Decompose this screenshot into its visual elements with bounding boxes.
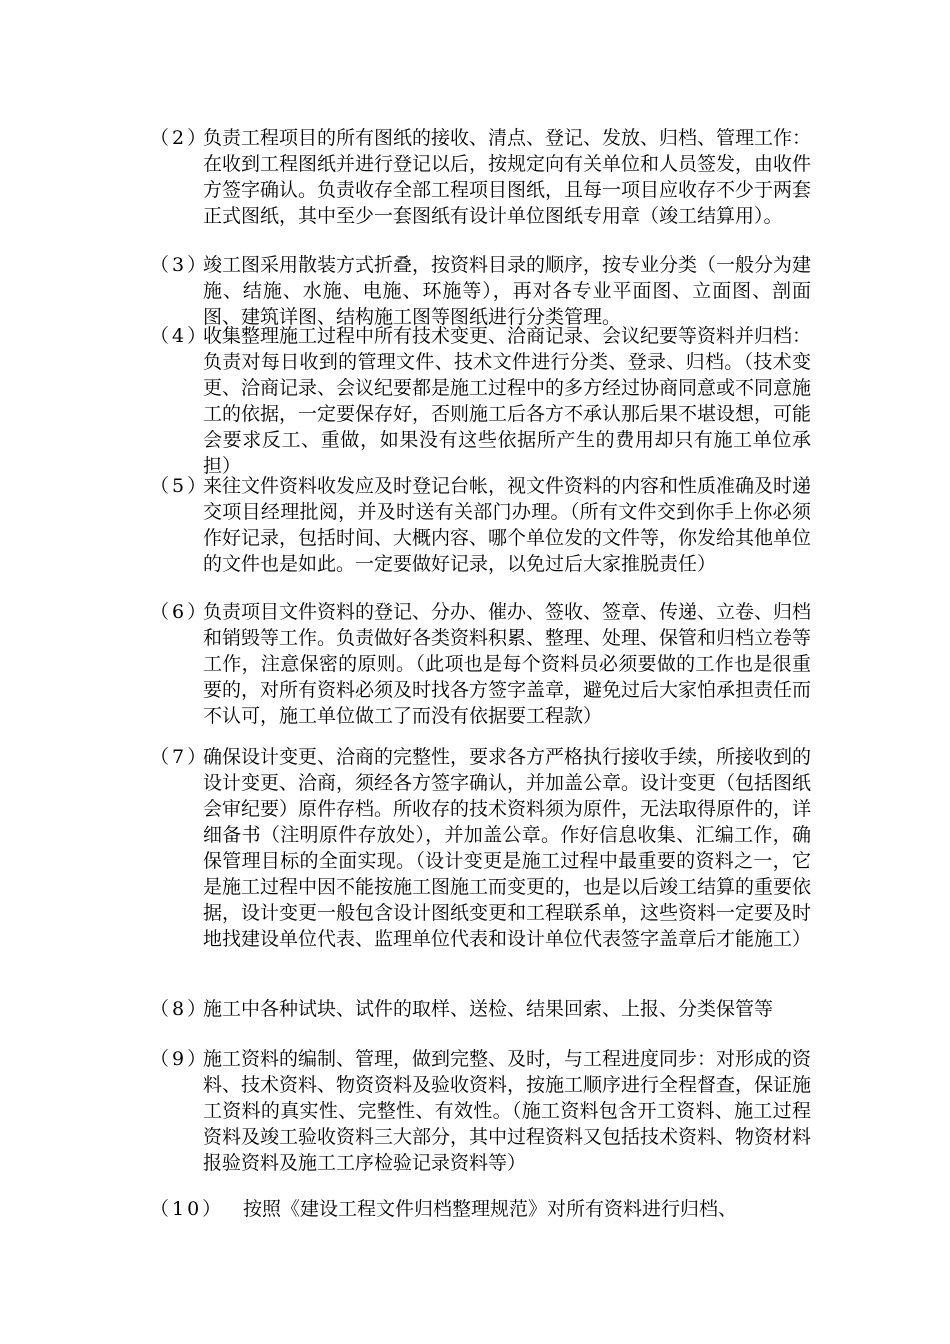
item-text: 竣工图采用散装方式折叠，按资料目录的顺序，按专业分类（一般分为建施、结施、水施、电施、环施等），再对各专业平面图、立面图、剖面图、建筑详图、结构施工图等图纸进行分类管理。	[203, 254, 812, 328]
item-number: （10）	[150, 1198, 225, 1220]
item-number: （3）	[150, 254, 210, 276]
item-number: （4）	[150, 325, 210, 347]
item-text: 来往文件资料收发应及时登记台帐，视文件资料的内容和性质准确及时递交项目经理批阅，并及时送有关部门办理。（所有文件交到你手上你必须作好记录，包括时间、大概内容、哪个单位发的文件等，你发给其他单位的文件也是如此。一定要做好记录，以免过后大家推脱责任）	[203, 475, 812, 575]
item-text: 按照《建设工程文件归档整理规范》对所有资料进行归档、	[243, 1198, 738, 1220]
item-text: 负责项目文件资料的登记、分办、催办、签收、签章、传递、立卷、归档和销毁等工作。负责做好各类资料积累、整理、处理、保管和归档立卷等工作，注意保密的原则。（此项也是每个资料员必须要做的工作也是很重要的，对所有资料必须及时找各方签字盖章，避免过后大家怕承担责任而不认可，施工单位做工了而没有依据要工程款）	[203, 601, 812, 727]
item-text: 收集整理施工过程中所有技术变更、洽商记录、会议纪要等资料并归档：负责对每日收到的管理文件、技术文件进行分类、登录、归档。（技术变更、洽商记录、会议纪要都是施工过程中的多方经过协商同意或不同意施工的依据，一定要保存好，否则施工后各方不承认那后果不堪设想，可能会要求反工、重做，如果没有这些依据所产生的费用却只有施工单位承担）	[203, 325, 812, 477]
item-number: （6）	[150, 601, 210, 623]
item-number: （8）	[150, 998, 210, 1020]
item-number: （7）	[150, 746, 210, 768]
item-text: 负责工程项目的所有图纸的接收、清点、登记、发放、归档、管理工作：在收到工程图纸并进行登记以后，按规定向有关单位和人员签发，由收件方签字确认。负责收存全部工程项目图纸，且每一项目应收存不少于两套正式图纸，其中至少一套图纸有设计单位图纸专用章（竣工结算用）。	[203, 127, 812, 227]
item-number: （2）	[150, 127, 210, 149]
item-number: （9）	[150, 1048, 210, 1070]
item-number: （5）	[150, 475, 210, 497]
item-text: 施工中各种试块、试件的取样、送检、结果回索、上报、分类保管等	[203, 998, 774, 1020]
item-text: 确保设计变更、洽商的完整性，要求各方严格执行接收手续，所接收到的设计变更、洽商，须经各方签字确认，并加盖公章。设计变更（包括图纸会审纪要）原件存档。所收存的技术资料须为原件，无法取得原件的，详细备书（注明原件存放处），并加盖公章。作好信息收集、汇编工作，确保管理目标的全面实现。（设计变更是施工过程中最重要的资料之一，它是施工过程中因不能按施工图施工而变更的，也是以后竣工结算的重要依据，设计变更一般包含设计图纸变更和工程联系单，这些资料一定要及时地找建设单位代表、监理单位代表和设计单位代表签字盖章后才能施工）	[203, 746, 812, 950]
item-text: 施工资料的编制、管理，做到完整、及时，与工程进度同步：对形成的资料、技术资料、物资资料及验收资料，按施工顺序进行全程督查，保证施工资料的真实性、完整性、有效性。（施工资料包含开工资料、施工过程资料及竣工验收资料三大部分，其中过程资料又包括技术资料、物资材料报验资料及施工工序检验记录资料等）	[203, 1048, 812, 1174]
